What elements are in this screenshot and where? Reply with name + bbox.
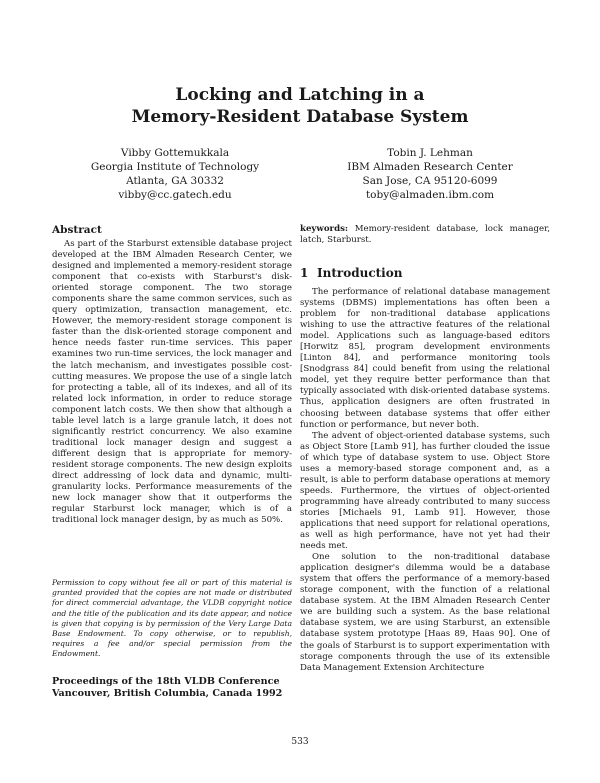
introduction-body [300, 287, 550, 715]
permission-notice: Permission to copy without fee all or part of this material is granted provided that the copies are not made or distributed for direct commercial advantage, the VLDB copyright notice and the title of the publication and its date appear, and notice is given that copying is by permission of the Very Large Data Base Endowment. To copy otherwise, or to republish, requires a fee and/or special permission from the Endowment. [52, 578, 292, 659]
author-address: Atlanta, GA 30332 [126, 175, 224, 187]
author-affiliation: IBM Almaden Research Center [347, 161, 513, 173]
author-name: Tobin J. Lehman [387, 147, 473, 159]
keywords-text: Memory-resident database, lock manager, latch, Starburst. [300, 224, 550, 246]
author-email: vibby@cc.gatech.edu [118, 189, 232, 201]
proceedings-line-2: Vancouver, British Columbia, Canada 1992 [52, 688, 283, 699]
intro-paragraph-2: The advent of object-oriented database systems, such as Object Store [Lamb 91], has further clouded the issue of which type of database system to use. Object Store uses a memory-based storage component and, as a result, is able to perform database operations at memory speeds. Furthermore, the virtues of object-oriented programming have already contributed to many success stories [Michaels 91, Lamb 91]. However, those applications that need support for relational operations, as well as high performance, have not yet had their needs met. [300, 430, 550, 552]
author-name: Vibby Gottemukkala [120, 147, 230, 159]
abstract-heading: Abstract [52, 224, 102, 236]
proceedings-note [52, 676, 292, 700]
section-title: Introduction [317, 266, 403, 280]
intro-paragraph-1: The performance of relational database management systems (DBMS) implementations has often been a problem for non-traditional database applications wishing to use the attractive features of the relational model. Applications such as language-based editors [Horwitz 85], program development environments [Linton 84], and performance monitoring tools [Snodgrass 84] could benefit from using the relational model, yet they require better performance than that typically associated with disk-oriented database systems. Thus, application designers are often frustrated in choosing between database systems that offer either function or performance, but never both. [300, 287, 550, 430]
proceedings-line-1: Proceedings of the 18th VLDB Conference [52, 676, 280, 687]
intro-paragraph-3: One solution to the non-traditional database application designer's dilemma would be a database system that offers the performance of a memory-based storage component, with the function of a relational database system. At the IBM Almaden Research Center we are building such a system. As the base relational database system, we are using Starburst, an extensible database system prototype [Haas 89, Haas 90]. One of the goals of Starburst is to support experimentation with storage components through the use of its extensible Data Management Extension Architecture [300, 552, 550, 673]
author-affiliation: Georgia Institute of Technology [90, 161, 260, 173]
abstract-body [52, 239, 292, 564]
keywords-label: keywords: [300, 224, 349, 234]
abstract-paragraph: As part of the Starburst extensible database project developed at the IBM Almaden Research Center, we designed and implemented a memory-resident storage component that co-exists with Starburst's disk-oriented storage component. The two storage components share the same common services, such as query optimization, transaction management, etc. However, the memory-resident storage component is faster than the disk-oriented storage component and hence needs faster run-time services. This paper examines two run-time services, the lock manager and the latch mechanism, and investigates possible cost-cutting measures. We propose the use of a single latch for protecting a table, all of its indexes, and all of its related lock information, in order to reduce storage component latch costs. We then show that although a table level latch is a large granule latch, it does not significantly restrict concurrency. We also examine traditional lock manager design and suggest a different design that is appropriate for memory-resident storage components. The new design exploits direct addressing of lock data and dynamic, multi-granularity locks. Performance measurements of the new lock manager show that it outperforms the regular Starburst lock manager, which is of a traditional lock manager design, by as much as 50%. [52, 239, 292, 526]
author-address: San Jose, CA 95120-6099 [362, 175, 498, 187]
paper-title-line-2: Memory-Resident Database System [131, 107, 469, 127]
author-email: toby@almaden.ibm.com [365, 189, 495, 201]
author-block-2 [310, 146, 550, 202]
keywords [300, 224, 550, 246]
page-number: 533 [291, 737, 309, 747]
paper-title-line-1: Locking and Latching in a [175, 85, 425, 105]
section-heading-introduction [300, 266, 550, 280]
author-block-1 [60, 146, 290, 202]
section-number: 1 [300, 266, 309, 280]
